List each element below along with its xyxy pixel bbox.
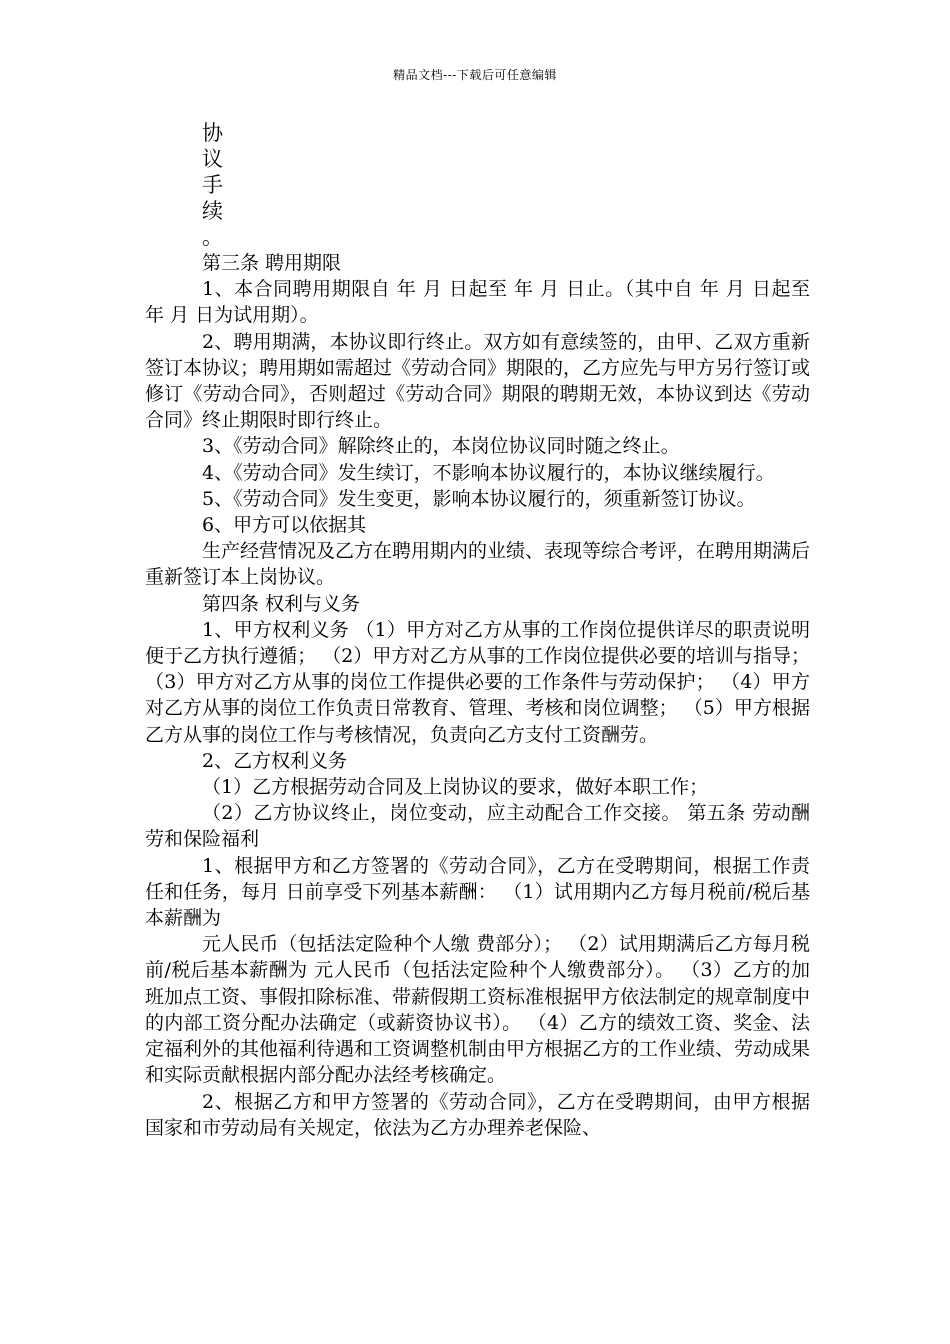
vertical-char: 手 xyxy=(202,173,223,197)
paragraph: 4、《劳动合同》发生续订，不影响本协议履行的，本协议继续履行。 xyxy=(202,461,775,484)
paragraph: 1、甲方权利义务 （1）甲方对乙方从事的工作岗位提供详尽的职责说明便于乙方执行遵循； （2）甲方对乙方从事的工作岗位提供必要的培训与指导； （3）甲方对乙方从事的岗位工作提供必要的工作条件与劳动保护； （4）甲方对乙方从事的岗位工作负责日常教育、管理、考核和岗位调整； （5）甲方根据乙方从事的岗位工作与考核情况，负责向乙方支付工资酬劳。 xyxy=(145,618,810,746)
paragraph: 2、乙方权利义务 xyxy=(202,749,348,772)
page-header: 精品文档---下载后可任意编辑 xyxy=(393,68,557,82)
paragraph: 3、《劳动合同》解除终止的，本岗位协议同时随之终止。 xyxy=(202,435,680,458)
section-heading-article-4: 第四条 权利与义务 xyxy=(202,592,361,615)
paragraph: 生产经营情况及乙方在聘用期内的业绩、表现等综合考评，在聘用期满后重新签订本上岗协议。 xyxy=(145,540,811,589)
paragraph: 5、《劳动合同》发生变更，影响本协议履行的，须重新签订协议。 xyxy=(202,487,756,510)
document-body xyxy=(145,120,810,1141)
paragraph: （2）乙方协议终止，岗位变动，应主动配合工作交接。 第五条 劳动酬劳和保险福利 xyxy=(145,802,810,851)
paragraph: （1）乙方根据劳动合同及上岗协议的要求，做好本职工作； xyxy=(202,776,709,799)
paragraph: 2、根据乙方和甲方签署的《劳动合同》，乙方在受聘期间，由甲方根据国家和市劳动局有关规定，依法为乙方办理养老保险、 xyxy=(145,1090,810,1139)
vertical-char: 协 xyxy=(202,121,223,145)
vertical-char: 。 xyxy=(202,225,223,249)
paragraph: 2、聘用期满，本协议即行终止。双方如有意续签的，由甲、乙双方重新签订本协议；聘用期如需超过《劳动合同》期限的，乙方应先与甲方另行签订或修订《劳动合同》，否则超过《劳动合同》期限的聘期无效，本协议到达《劳动合同》终止期限时即行终止。 xyxy=(145,330,811,432)
vertical-char: 续 xyxy=(202,199,223,223)
paragraph: 1、本合同聘用期限自 年 月 日起至 年 月 日止。（其中自 年 月 日起至 年 月 日为试用期）。 xyxy=(145,278,810,327)
paragraph: 6、甲方可以依据其 xyxy=(202,514,367,537)
vertical-char: 议 xyxy=(202,147,223,171)
vertical-text-block xyxy=(145,120,810,250)
paragraph: 1、根据甲方和乙方签署的《劳动合同》，乙方在受聘期间，根据工作责任和任务，每月 日前享受下列基本薪酬： （1）试用期内乙方每月税前/税后基本薪酬为 xyxy=(145,854,810,930)
section-heading-article-3: 第三条 聘用期限 xyxy=(202,252,342,274)
paragraph: 元人民币（包括法定险种个人缴 费部分）； （2）试用期满后乙方每月税前/税后基本薪酬为 元人民币（包括法定险种个人缴费部分）。 （3）乙方的加班加点工资、事假扣除标准、带薪假期工资标准根据甲方依法制定的规章制度中的内部工资分配办法确定（或薪资协议书）。 （4）乙方的绩效工资、奖金、法定福利外的其他福利待遇和工资调整机制由甲方根据乙方的工作业绩、劳动成果和实际贡献根据内部分配办法经考核确定。 xyxy=(145,933,811,1087)
